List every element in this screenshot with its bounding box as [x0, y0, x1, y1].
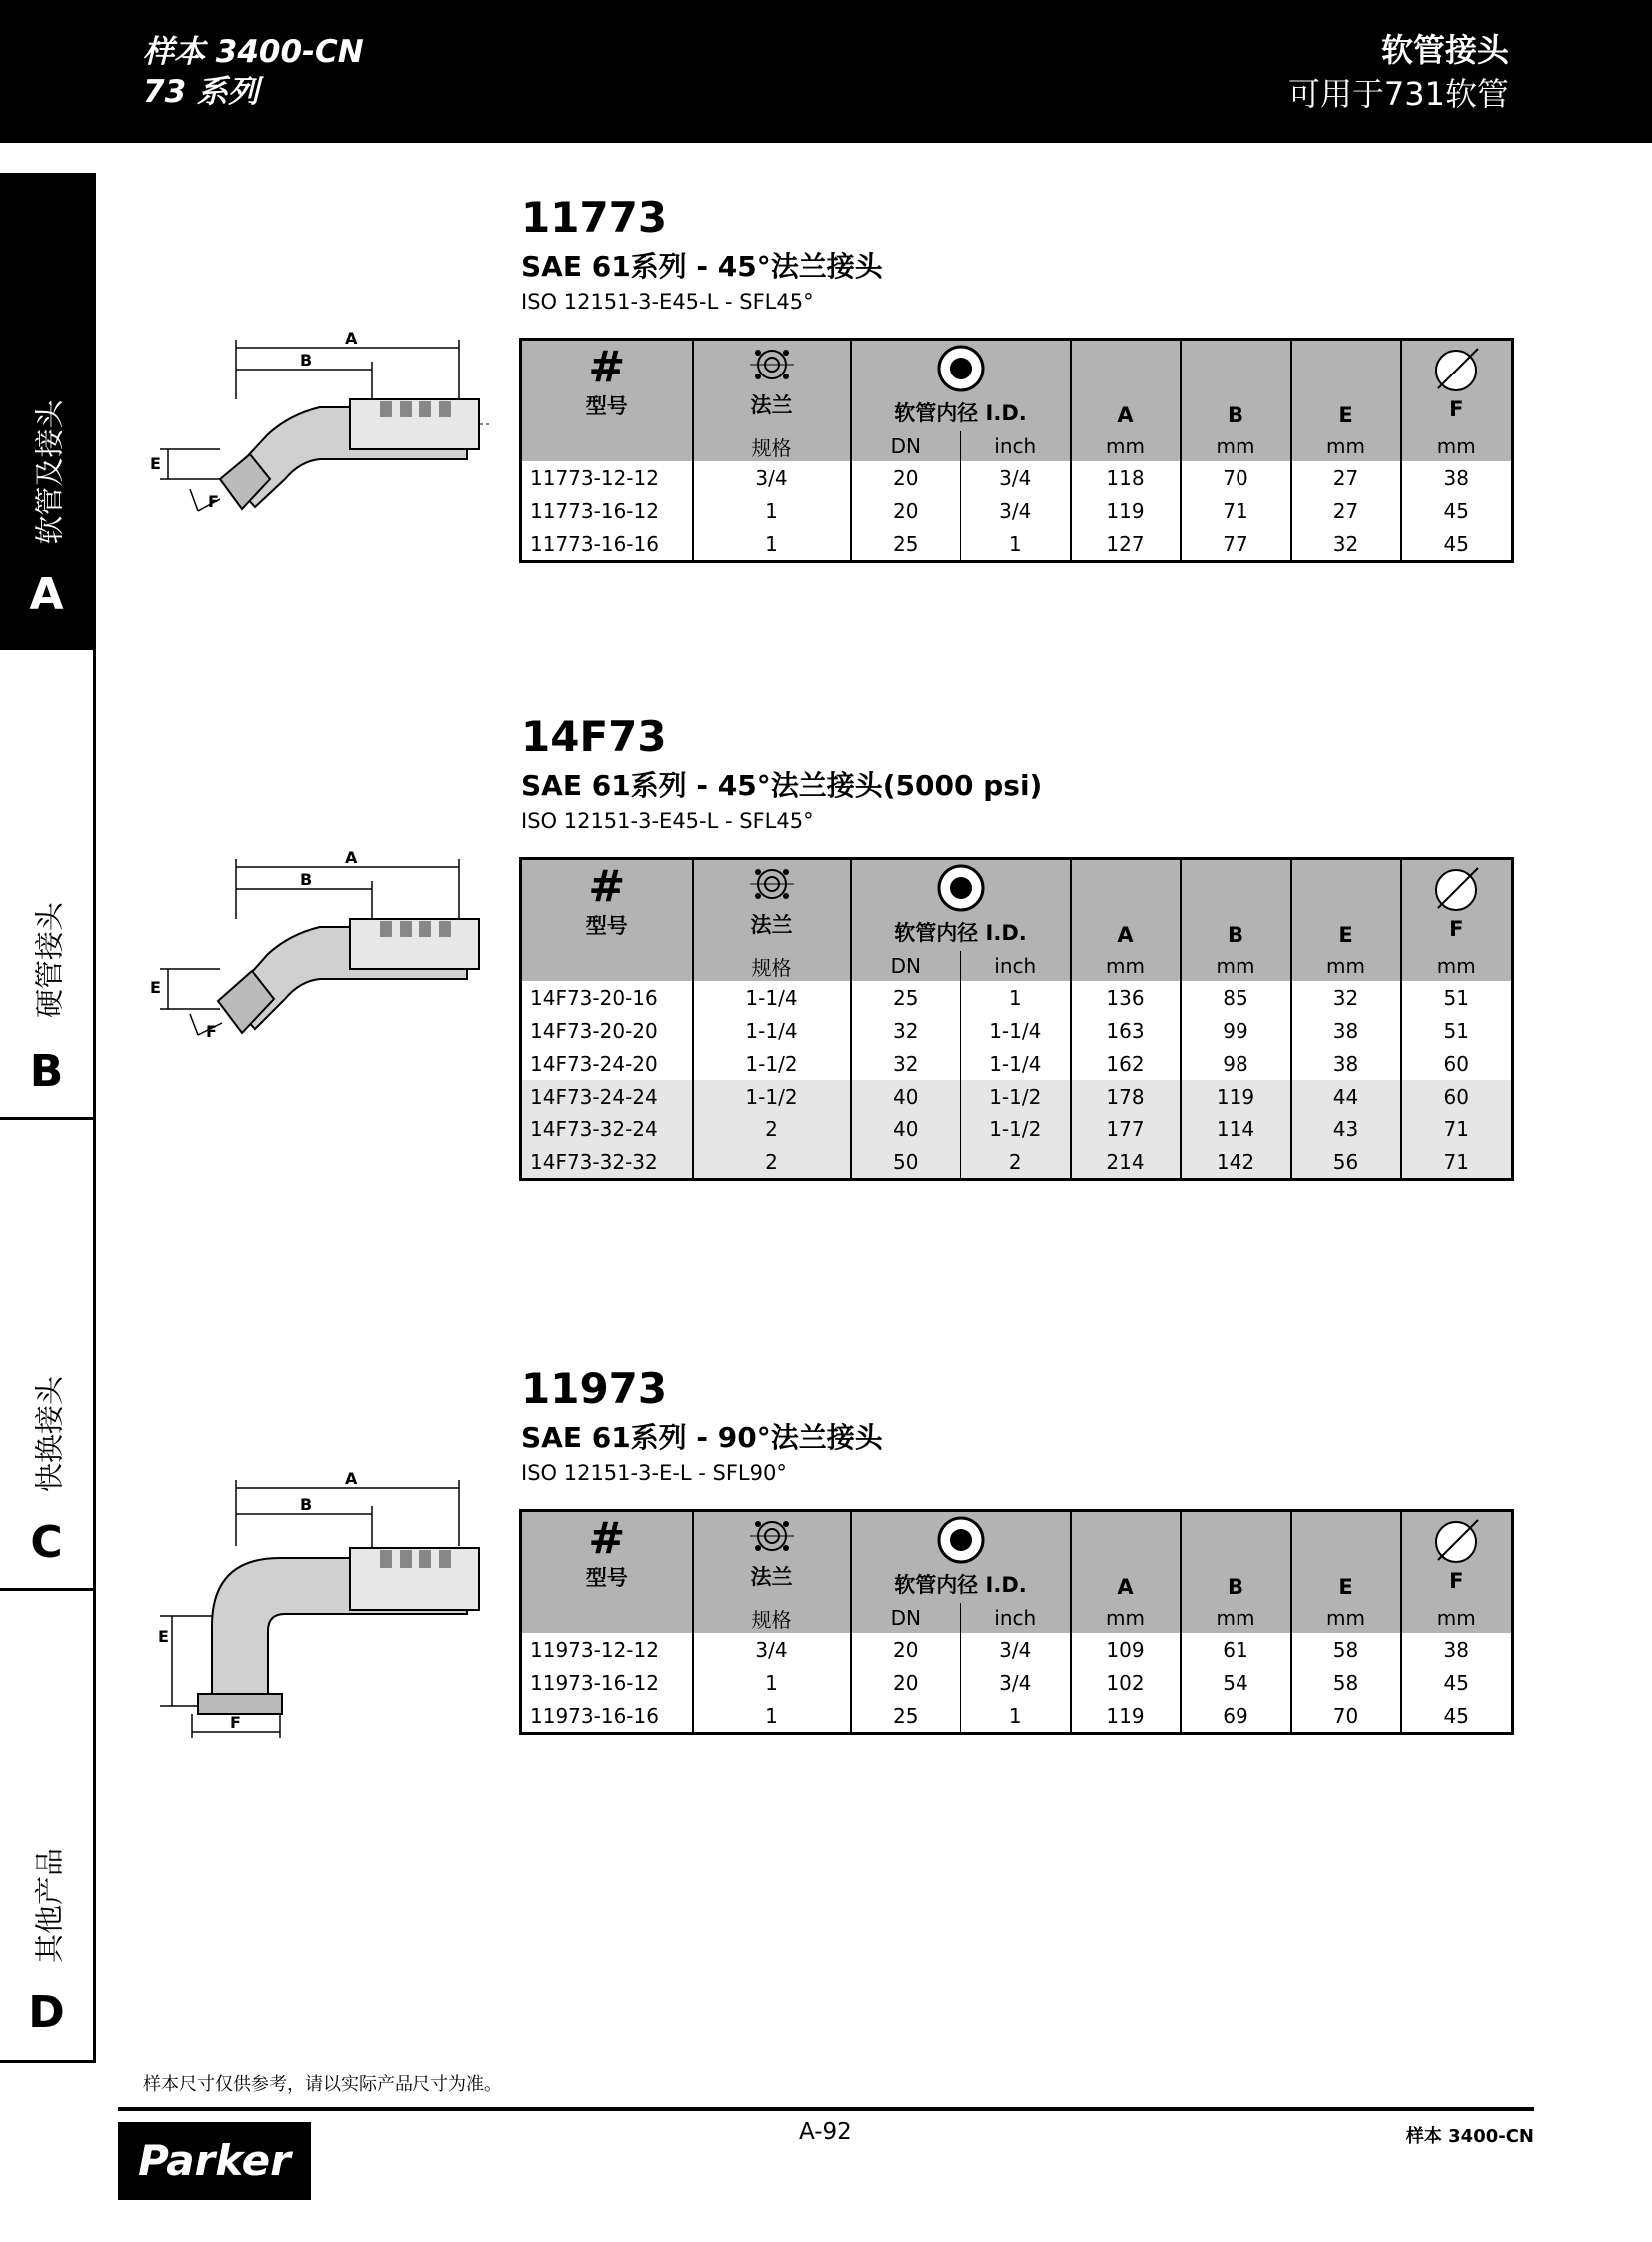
table-cell: 99 — [1181, 1014, 1291, 1047]
table-cell: 14F73-24-24 — [521, 1080, 693, 1113]
table-cell: 109 — [1071, 1633, 1181, 1666]
table-row — [521, 1047, 1513, 1080]
table-cell: 3/4 — [961, 461, 1071, 494]
hose-id-icon — [935, 864, 987, 912]
table-row — [521, 1113, 1513, 1145]
table-cell: 1-1/4 — [693, 1014, 851, 1047]
col-subheader: mm — [1401, 951, 1513, 981]
table-cell: 11973-16-16 — [530, 1703, 659, 1728]
table-cell: 43 — [1291, 1113, 1401, 1145]
table-cell: 70 — [1181, 461, 1291, 494]
table-row — [521, 1014, 1513, 1047]
col-header-a: A — [1117, 403, 1134, 427]
table-cell: 51 — [1401, 981, 1513, 1014]
table-row — [521, 1145, 1513, 1180]
col-subheader: inch — [961, 431, 1071, 461]
table-cell: 214 — [1071, 1145, 1181, 1180]
table-cell: 32 — [851, 1014, 961, 1047]
table-cell: 40 — [851, 1080, 961, 1113]
sidetab-b[interactable] — [0, 650, 96, 1120]
col-subheader: mm — [1401, 431, 1513, 461]
footer-catalog-id: 样本 3400-CN — [1405, 2126, 1534, 2147]
flange-icon — [746, 1516, 798, 1556]
table-cell: 3/4 — [693, 1633, 851, 1666]
col-header-flange: 法兰 — [750, 913, 793, 937]
table-row — [521, 1080, 1513, 1113]
col-header-f: F — [1449, 1569, 1464, 1593]
table-cell: 44 — [1291, 1080, 1401, 1113]
part-series-title: SAE 61系列 - 90°法兰接头 — [521, 1421, 883, 1454]
table-cell: 14F73-20-16 — [530, 985, 658, 1010]
table-cell: 85 — [1181, 981, 1291, 1014]
col-subheader: mm — [1071, 431, 1181, 461]
parker-logo: Parker — [118, 2122, 311, 2200]
spec-table — [519, 857, 1514, 1181]
table-cell: 98 — [1181, 1047, 1291, 1080]
table-row — [521, 494, 1513, 527]
diameter-icon — [1430, 345, 1482, 392]
dim-label-f: F — [230, 1713, 241, 1732]
table-cell: 71 — [1401, 1145, 1513, 1180]
sidetab-letter: A — [29, 569, 64, 620]
col-header-hose-id: 软管内径 I.D. — [894, 921, 1027, 945]
table-cell: 119 — [1181, 1080, 1291, 1113]
fitting-90-drawing — [150, 1466, 489, 1746]
col-subheader: DN — [851, 431, 961, 461]
table-cell: 142 — [1181, 1145, 1291, 1180]
part-series-standard: ISO 12151-3-E45-L - SFL45° — [521, 290, 814, 314]
flange-icon — [746, 864, 798, 904]
dim-label-b: B — [300, 351, 313, 370]
table-row — [521, 981, 1513, 1014]
table-cell: 25 — [851, 981, 961, 1014]
table-cell: 14F73-32-32 — [521, 1145, 693, 1180]
col-header-flange: 法兰 — [750, 393, 793, 417]
part-series-title: SAE 61系列 - 45°法兰接头 — [521, 250, 883, 283]
col-header-b: B — [1228, 923, 1244, 947]
table-cell: 1 — [693, 1699, 851, 1734]
table-cell: 54 — [1181, 1666, 1291, 1699]
table-cell: 3/4 — [961, 1633, 1071, 1666]
col-header-b: B — [1228, 403, 1244, 427]
table-cell: 58 — [1291, 1666, 1401, 1699]
fitting-45-drawing — [150, 849, 489, 1059]
col-subheader: mm — [1181, 1603, 1291, 1633]
diameter-icon — [1430, 864, 1482, 912]
table-cell: 163 — [1071, 1014, 1181, 1047]
table-cell: 162 — [1071, 1047, 1181, 1080]
table-cell: 114 — [1181, 1113, 1291, 1145]
table-cell: 32 — [1291, 527, 1401, 562]
dim-label-a: A — [345, 849, 358, 867]
table-cell: 45 — [1401, 1666, 1513, 1699]
part-series-title: SAE 61系列 - 45°法兰接头(5000 psi) — [521, 769, 1043, 802]
dim-label-f: F — [208, 492, 219, 511]
table-cell: 20 — [851, 1633, 961, 1666]
col-subheader: inch — [961, 1603, 1071, 1633]
table-cell: 1-1/2 — [693, 1047, 851, 1080]
part-series-standard: ISO 12151-3-E-L - SFL90° — [521, 1461, 787, 1485]
table-cell: 77 — [1181, 527, 1291, 562]
col-subheader: DN — [851, 1603, 961, 1633]
table-cell: 27 — [1291, 494, 1401, 527]
sidetab-c[interactable] — [0, 1120, 96, 1591]
table-cell: 2 — [693, 1113, 851, 1145]
diameter-icon — [1430, 1516, 1482, 1564]
table-cell: 38 — [1401, 461, 1513, 494]
col-subheader: mm — [1071, 1603, 1181, 1633]
table-cell: 27 — [1291, 461, 1401, 494]
table-cell: 119 — [1071, 494, 1181, 527]
table-cell: 11973-16-12 — [530, 1670, 659, 1695]
col-header-f: F — [1449, 397, 1464, 421]
col-subheader: inch — [961, 951, 1071, 981]
col-header-a: A — [1117, 1575, 1134, 1599]
table-cell: 136 — [1071, 981, 1181, 1014]
sidetab-letter: C — [30, 1517, 63, 1568]
table-row — [521, 1633, 1513, 1666]
table-cell: 177 — [1071, 1113, 1181, 1145]
table-cell: 119 — [1071, 1699, 1181, 1734]
catalog-id — [143, 32, 364, 112]
table-cell: 45 — [1401, 494, 1513, 527]
sidetab-label: 硬管接头 — [32, 901, 67, 1019]
table-cell: 25 — [851, 527, 961, 562]
table-cell: 1-1/4 — [693, 981, 851, 1014]
table-cell: 11973-12-12 — [530, 1637, 659, 1662]
table-cell: 127 — [1071, 527, 1181, 562]
col-header-flange: 法兰 — [750, 1565, 793, 1589]
table-cell: 1 — [961, 1699, 1071, 1734]
sidetab-label: 软管及接头 — [32, 399, 67, 545]
sidetab-a[interactable] — [0, 173, 96, 650]
table-cell: 69 — [1181, 1699, 1291, 1734]
table-cell: 1 — [961, 527, 1071, 562]
hose-id-icon — [935, 345, 987, 392]
table-cell: 51 — [1401, 1014, 1513, 1047]
spec-table — [519, 338, 1514, 563]
table-cell: 25 — [851, 1699, 961, 1734]
dim-label-b: B — [300, 1495, 313, 1514]
col-subheader: mm — [1181, 431, 1291, 461]
table-cell: 1 — [693, 527, 851, 562]
table-cell: 118 — [1071, 461, 1181, 494]
col-header-part: 型号 — [585, 1566, 628, 1590]
table-cell: 1-1/4 — [961, 1047, 1071, 1080]
table-cell: 2 — [693, 1145, 851, 1180]
table-cell: 60 — [1401, 1047, 1513, 1080]
hash-icon: # — [588, 342, 626, 392]
col-header-a: A — [1117, 923, 1134, 947]
table-cell: 1-1/2 — [961, 1113, 1071, 1145]
catalog-line-2: 73 系列 — [143, 74, 259, 110]
table-cell: 32 — [851, 1047, 961, 1080]
table-cell: 38 — [1291, 1014, 1401, 1047]
table-cell: 56 — [1291, 1145, 1401, 1180]
sidetab-letter: D — [28, 1987, 65, 2038]
table-cell: 1 — [961, 981, 1071, 1014]
hash-icon: # — [588, 861, 626, 912]
table-cell: 45 — [1401, 1699, 1513, 1734]
col-subheader: mm — [1071, 951, 1181, 981]
dim-label-f: F — [206, 1022, 217, 1041]
table-cell: 14F73-24-20 — [530, 1051, 658, 1076]
col-subheader: 规格 — [693, 431, 851, 461]
table-cell: 102 — [1071, 1666, 1181, 1699]
table-cell: 2 — [961, 1145, 1071, 1180]
col-subheader: 规格 — [693, 1603, 851, 1633]
table-cell: 32 — [1291, 981, 1401, 1014]
header-subtitle: 可用于731软管 — [1287, 75, 1509, 113]
page-number: A-92 — [799, 2119, 852, 2145]
sidetab-label: 快换接头 — [32, 1375, 67, 1493]
table-cell: 71 — [1401, 1113, 1513, 1145]
dim-label-e: E — [158, 1627, 169, 1646]
table-cell: 11773-16-12 — [530, 498, 659, 523]
page-header — [0, 0, 1652, 143]
dim-label-e: E — [150, 454, 161, 473]
table-cell: 20 — [851, 461, 961, 494]
fitting-45-drawing — [150, 330, 489, 539]
col-header-e: E — [1338, 403, 1353, 427]
table-cell: 45 — [1401, 527, 1513, 562]
table-cell: 3/4 — [693, 461, 851, 494]
col-header-hose-id: 软管内径 I.D. — [894, 401, 1027, 425]
col-subheader: DN — [851, 951, 961, 981]
col-subheader: mm — [1401, 1603, 1513, 1633]
col-subheader: 规格 — [693, 951, 851, 981]
col-header-f: F — [1449, 917, 1464, 941]
table-cell: 40 — [851, 1113, 961, 1145]
table-cell: 178 — [1071, 1080, 1181, 1113]
table-cell: 71 — [1181, 494, 1291, 527]
part-series-id: 14F73 — [521, 712, 667, 761]
table-cell: 14F73-32-24 — [521, 1113, 693, 1145]
sidetab-d[interactable] — [0, 1591, 96, 2063]
col-header-b: B — [1228, 1575, 1244, 1599]
col-header-e: E — [1338, 923, 1353, 947]
table-cell: 1-1/2 — [961, 1080, 1071, 1113]
table-cell: 3/4 — [961, 494, 1071, 527]
table-cell: 20 — [851, 494, 961, 527]
table-cell: 3/4 — [961, 1666, 1071, 1699]
table-cell: 1 — [693, 494, 851, 527]
spec-table — [519, 1509, 1514, 1735]
hose-id-icon — [935, 1516, 987, 1564]
table-cell: 1 — [693, 1666, 851, 1699]
table-cell: 38 — [1291, 1047, 1401, 1080]
table-cell: 14F73-20-20 — [530, 1018, 658, 1043]
part-series-id: 11973 — [521, 1364, 668, 1413]
table-row — [521, 1699, 1513, 1734]
table-cell: 58 — [1291, 1633, 1401, 1666]
table-row — [521, 527, 1513, 562]
table-cell: 61 — [1181, 1633, 1291, 1666]
table-cell: 1-1/4 — [961, 1014, 1071, 1047]
col-header-part: 型号 — [585, 394, 628, 418]
col-subheader: mm — [1291, 951, 1401, 981]
sidetab-letter: B — [29, 1046, 64, 1097]
table-row — [521, 461, 1513, 494]
catalog-line-1: 样本 3400-CN — [143, 34, 364, 70]
footer-divider — [118, 2107, 1534, 2111]
disclaimer-note: 样本尺寸仅供参考，请以实际产品尺寸为准。 — [143, 2074, 502, 2095]
table-cell: 1-1/2 — [693, 1080, 851, 1113]
table-cell: 38 — [1401, 1633, 1513, 1666]
table-cell: 50 — [851, 1145, 961, 1180]
dim-label-b: B — [300, 870, 313, 889]
dim-label-a: A — [345, 1469, 358, 1488]
hash-icon: # — [588, 1513, 626, 1564]
col-subheader: mm — [1181, 951, 1291, 981]
header-title-block — [1288, 28, 1509, 116]
col-header-e: E — [1338, 1575, 1353, 1599]
col-subheader: mm — [1291, 1603, 1401, 1633]
part-series-id: 11773 — [521, 193, 668, 242]
dim-label-e: E — [150, 978, 161, 997]
table-cell: 60 — [1401, 1080, 1513, 1113]
table-cell: 11773-16-16 — [530, 531, 659, 556]
flange-icon — [746, 345, 798, 384]
table-row — [521, 1666, 1513, 1699]
table-cell: 70 — [1291, 1699, 1401, 1734]
header-title: 软管接头 — [1380, 31, 1509, 69]
sidetab-label: 其他产品 — [32, 1847, 67, 1964]
col-header-hose-id: 软管内径 I.D. — [894, 1573, 1027, 1597]
col-header-part: 型号 — [585, 914, 628, 938]
dim-label-a: A — [345, 330, 358, 348]
table-cell: 11773-12-12 — [530, 465, 659, 490]
col-subheader: mm — [1291, 431, 1401, 461]
part-series-standard: ISO 12151-3-E45-L - SFL45° — [521, 809, 814, 833]
table-cell: 20 — [851, 1666, 961, 1699]
